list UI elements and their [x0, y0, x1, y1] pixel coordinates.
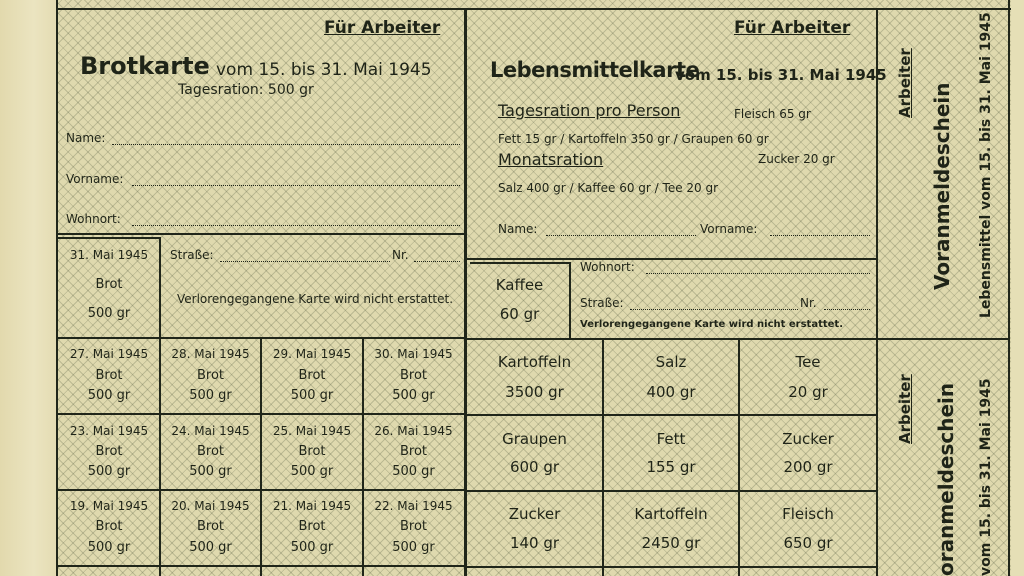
right-wohnort-field[interactable]: [646, 273, 870, 274]
right-vorname-label: Vorname:: [700, 222, 758, 236]
bread-coupon-date: 26. Mai 1945: [374, 424, 453, 438]
bread-coupon-item: Brot: [298, 519, 326, 534]
bread-coupon-item: Brot: [399, 368, 428, 383]
right-title: Lebensmittelkarte: [490, 58, 700, 82]
food-coupon-amount: 155 gr: [646, 458, 696, 476]
name-label: Name:: [66, 131, 106, 145]
strasse-field[interactable]: [220, 261, 390, 262]
bread-coupon-item: Brot: [95, 444, 123, 459]
nr-label: Nr.: [392, 248, 409, 262]
strip-top-title: Voranmeldeschein: [930, 82, 954, 290]
bread-coupon-date: 25. Mai 1945: [272, 424, 352, 438]
strip-split: [878, 338, 1008, 340]
food-coupon-item: Fett: [656, 430, 686, 448]
first-coupon-item: Brot: [95, 277, 123, 292]
strip-top-period: Lebensmittel vom 15. bis 31. Mai 1945: [978, 12, 994, 318]
bread-coupon-item: Brot: [298, 368, 326, 383]
right-nr-field[interactable]: [824, 309, 870, 310]
food-grid-top: [467, 338, 876, 340]
right-vorname-field[interactable]: [770, 235, 870, 236]
bread-coupon-amount: 500 gr: [189, 540, 232, 555]
bread-coupon-amount: 500 gr: [392, 464, 435, 479]
name-field[interactable]: [112, 144, 460, 145]
food-coupon-amount: 20 gr: [788, 383, 828, 401]
strip-bottom-period: vom 15. bis 31. Mai 1945: [978, 378, 994, 576]
bread-coupon-date: 24. Mai 1945: [171, 424, 250, 438]
food-coupon-amount: 200 gr: [783, 458, 833, 476]
right-period: vom 15. bis 31. Mai 1945: [675, 66, 887, 84]
food-coupon-item: Zucker: [508, 505, 561, 523]
food-coupon-amount: 400 gr: [646, 383, 696, 401]
vorname-field[interactable]: [132, 185, 460, 186]
bread-coupon-item: Brot: [95, 519, 123, 534]
bread-coupon-amount: 500 gr: [87, 388, 131, 403]
left-header: Für Arbeiter: [324, 18, 441, 38]
bread-coupon-amount: 500 gr: [87, 540, 131, 555]
daily-ration-list: Fett 15 gr / Kartoffeln 350 gr / Graupen 60 gr: [498, 132, 769, 146]
first-coupon-amount: 500 gr: [87, 306, 131, 321]
left-notice: Verlorengegangene Karte wird nicht erstattet.: [176, 292, 454, 306]
right-nr-label: Nr.: [800, 296, 817, 310]
right-border: [1008, 0, 1010, 576]
bread-coupon-date: 29. Mai 1945: [272, 347, 352, 361]
strip-bottom-arbeiter: Arbeiter: [896, 374, 914, 444]
bread-coupon-amount: 500 gr: [290, 388, 334, 403]
right-strasse-label: Straße:: [580, 296, 624, 310]
bread-coupon-date: 20. Mai 1945: [171, 499, 250, 513]
nr-field[interactable]: [414, 261, 460, 262]
bread-coupon-item: Brot: [399, 519, 428, 534]
food-coupon-item: Graupen: [502, 430, 567, 448]
left-daily-ration: Tagesration: 500 gr: [178, 82, 314, 98]
bread-coupon-amount: 500 gr: [392, 540, 435, 555]
daily-ration-heading: Tagesration pro Person: [498, 101, 681, 120]
bread-coupon-item: Brot: [196, 368, 225, 383]
right-name-label: Name:: [498, 222, 538, 236]
wohnort-label: Wohnort:: [66, 212, 121, 226]
food-grid-row3-bottom: [467, 566, 876, 568]
bread-coupon-amount: 500 gr: [392, 388, 435, 403]
right-header: Für Arbeiter: [734, 18, 851, 38]
food-coupon-item: Fleisch: [782, 505, 834, 523]
food-coupon-amount: 3500 gr: [505, 383, 564, 401]
strasse-label: Straße:: [170, 248, 214, 262]
top-border: [56, 8, 1011, 10]
right-field-rule: [467, 258, 876, 260]
food-coupon-amount: 140 gr: [509, 534, 560, 552]
bread-coupon-item: Brot: [95, 368, 123, 383]
food-coupon-item: Salz: [655, 353, 687, 371]
kaffee-item: Kaffee: [495, 276, 544, 294]
strip-bottom-title: oranmeldeschein: [934, 382, 958, 576]
left-field-rule: [58, 233, 464, 235]
bread-coupon-amount: 500 gr: [290, 464, 334, 479]
bread-coupon-date: 27. Mai 1945: [69, 347, 149, 361]
food-coupon-amount: 600 gr: [509, 458, 560, 476]
kaffee-box-top: [470, 262, 570, 264]
left-period: vom 15. bis 31. Mai 1945: [216, 60, 432, 80]
daily-ration-meat: Fleisch 65 gr: [734, 107, 811, 121]
left-title: Brotkarte: [80, 52, 210, 80]
right-notice: Verlorengegangene Karte wird nicht erstattet.: [580, 319, 844, 330]
bread-coupon-item: Brot: [399, 444, 428, 459]
food-grid-row1-bottom: [467, 414, 876, 416]
vorname-label: Vorname:: [66, 172, 124, 186]
monthly-ration-heading: Monatsration: [498, 150, 604, 169]
strip-divider: [876, 8, 878, 576]
bread-coupon-date: 23. Mai 1945: [69, 424, 149, 438]
bread-coupon-date: 21. Mai 1945: [272, 499, 352, 513]
bread-coupon-date: 28. Mai 1945: [171, 347, 250, 361]
first-coupon-date: 31. Mai 1945: [69, 248, 149, 262]
bread-coupon-amount: 500 gr: [87, 464, 131, 479]
bread-coupon-item: Brot: [196, 444, 225, 459]
food-coupon-item: Zucker: [782, 430, 834, 448]
monthly-ration-sugar: Zucker 20 gr: [758, 152, 835, 166]
bread-coupon-amount: 500 gr: [290, 540, 334, 555]
bread-coupon-date: 22. Mai 1945: [374, 499, 453, 513]
food-coupon-item: Kartoffeln: [634, 505, 708, 523]
food-coupon-amount: 2450 gr: [641, 534, 701, 552]
kaffee-box-right: [569, 262, 571, 338]
bread-coupon-date: 30. Mai 1945: [374, 347, 453, 361]
food-coupon-item: Kartoffeln: [497, 353, 572, 371]
right-name-field[interactable]: [546, 235, 696, 236]
food-coupon-item: Tee: [795, 353, 821, 371]
paper-margin: [0, 0, 56, 576]
wohnort-field[interactable]: [132, 225, 460, 226]
food-grid-row2-bottom: [467, 490, 876, 492]
first-coupon-top: [58, 237, 160, 239]
bread-coupon-item: Brot: [298, 444, 326, 459]
food-coupon-amount: 650 gr: [783, 534, 833, 552]
bread-coupon-amount: 500 gr: [189, 464, 232, 479]
right-strasse-field[interactable]: [630, 309, 798, 310]
kaffee-amount: 60 gr: [499, 305, 540, 323]
strip-top-arbeiter: Arbeiter: [896, 48, 914, 118]
bread-coupon-item: Brot: [196, 519, 225, 534]
monthly-ration-list: Salz 400 gr / Kaffee 60 gr / Tee 20 gr: [498, 181, 719, 195]
bread-coupon-date: 19. Mai 1945: [69, 499, 149, 513]
right-wohnort-label: Wohnort:: [580, 260, 635, 274]
bread-coupon-amount: 500 gr: [189, 388, 232, 403]
